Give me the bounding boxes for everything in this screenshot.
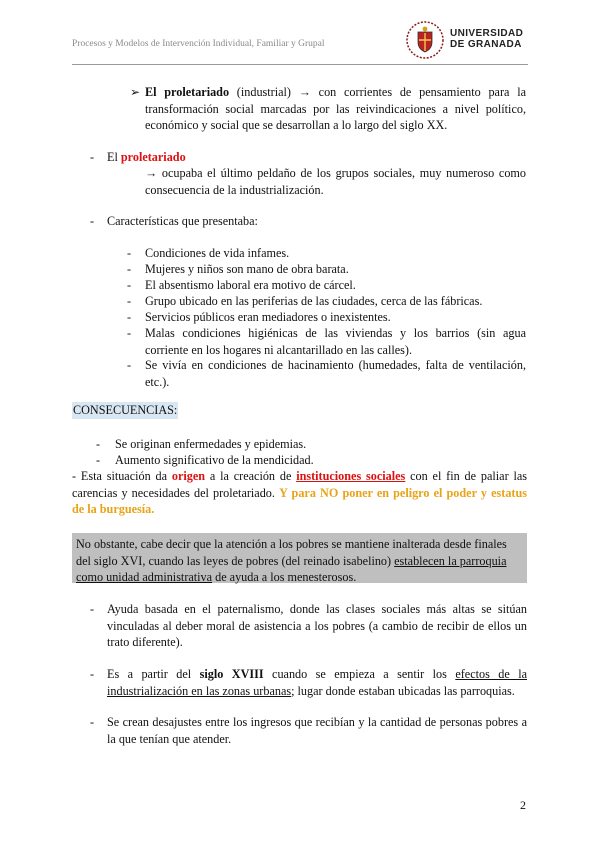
final-item-paternalismo: Ayuda basada en el paternalismo, donde las clases sociales más altas se sitúan vinculadas al deber moral de asistencia a los pobres (a cambio de recibir de ellos un trato diferente). (107, 602, 527, 649)
list-dash: - (127, 262, 132, 276)
list-dash: - (127, 358, 132, 372)
consecuencia-item: Se originan enfermedades y epidemias. (115, 437, 307, 451)
list-dash: - (96, 437, 101, 451)
proletariado-text: → ocupaba el último peldaño de los grupos sociales, muy numeroso como consecuencia de la industrialización. (145, 166, 526, 197)
item2-bold: siglo XVIII (199, 667, 264, 681)
note-part: No obstante, cabe decir que la atención a los pobres se mantiene inalterada desde finales del siglo XVI, cuando las leyes de pobres (del reinado isabelino) (76, 537, 507, 568)
proletariado-heading (107, 149, 527, 166)
arrow-item-body: (industrial) → con corrientes de pensamiento para la transformación social marcadas por las reivindicaciones a nivel político, económico y social que se desarrollan a lo largo del siglo XX. (145, 85, 526, 132)
characteristic-item: Mujeres y niños son mano de obra barata. (145, 262, 349, 276)
characteristic-item: Malas condiciones higiénicas de las viviendas y los barrios (sin agua corriente en los hogares ni alcantarillado en las calles). (145, 326, 526, 357)
para-part: con el fin de paliar las carencias y necesidades del proletariado. (72, 469, 527, 500)
item2-part: cuando se empieza a sentir los (263, 667, 456, 681)
list-dash: - (90, 214, 95, 228)
item2-underlined: efectos de la industrialización en las zonas urbanas (107, 667, 527, 698)
para-part: a la creación de (205, 469, 297, 483)
arrow-bullet: ➢ (130, 85, 141, 99)
list-dash: - (90, 602, 95, 616)
para-instituciones: instituciones sociales (296, 469, 406, 483)
list-dash: - (90, 150, 95, 164)
para-origen: origen (171, 469, 206, 483)
list-dash: - (127, 294, 132, 308)
caracteristicas-label: Características que presentaba: (107, 214, 258, 228)
characteristic-item: El absentismo laboral era motivo de cárcel. (145, 278, 356, 292)
arrow-item-bold: El proletariado (145, 85, 230, 99)
list-dash: - (90, 667, 95, 681)
running-header: Procesos y Modelos de Intervención Individual, Familiar y Grupal (72, 39, 325, 49)
consecuencias-paragraph (72, 468, 527, 518)
note-underlined: establecen la parroquia como unidad administrativa (76, 553, 507, 584)
proletariado-red-term: proletariado (120, 150, 186, 164)
consecuencia-item: Aumento significativo de la mendicidad. (115, 453, 314, 467)
list-dash: - (127, 310, 132, 324)
proletariado-prefix: El (107, 150, 121, 164)
university-name-line1: UNIVERSIDAD (450, 28, 524, 39)
characteristic-item: Grupo ubicado en las periferias de las ciudades, cerca de las fábricas. (145, 294, 483, 308)
list-dash: - (127, 278, 132, 292)
characteristic-item: Servicios públicos eran mediadores o inexistentes. (145, 310, 391, 324)
characteristic-item: Condiciones de vida infames. (145, 246, 290, 260)
header-divider (72, 64, 528, 65)
para-burguesia: Y para NO poner en peligro el poder y estatus de la burguesía. (72, 485, 527, 516)
final-item-siglo-xviii (107, 666, 527, 699)
list-dash: - (96, 453, 101, 467)
university-name (450, 28, 523, 50)
para-part: - Esta situación da (72, 469, 172, 483)
list-dash: - (90, 715, 95, 729)
item2-part: Es a partir del (107, 667, 200, 681)
list-dash: - (127, 246, 132, 260)
university-name-line2: DE GRANADA (450, 39, 522, 50)
item2-part: ; lugar donde estaban ubicadas las parroquias. (291, 683, 515, 698)
university-crest-icon (405, 20, 445, 60)
characteristic-item: Se vivía en condiciones de hacinamiento (humedades, falta de ventilación, etc.). (145, 358, 526, 389)
page-number: 2 (520, 798, 526, 812)
final-item-desajustes: Se crean desajustes entre los ingresos que recibían y la cantidad de personas pobres a la que tenían que atender. (107, 715, 527, 746)
consecuencias-heading: CONSECUENCIAS: (73, 403, 178, 417)
shaded-note-text (76, 536, 516, 586)
list-dash: - (127, 326, 132, 340)
note-part: de ayuda a los menesterosos. (212, 570, 357, 584)
shaded-note (72, 533, 527, 583)
arrow-item-text (145, 84, 526, 134)
